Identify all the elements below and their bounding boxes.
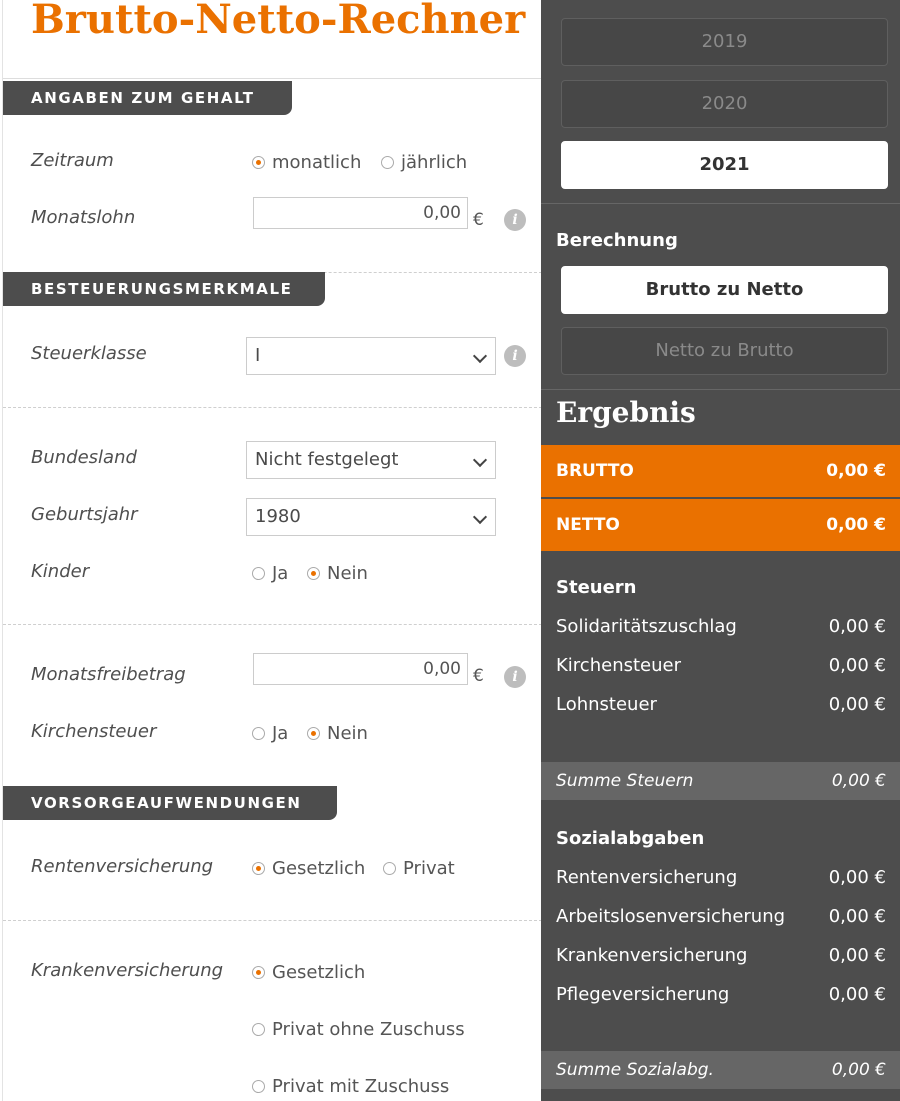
brutto-zu-netto-button[interactable]: Brutto zu Netto [561,266,888,314]
renten-option-label: Gesetzlich [272,858,366,879]
rentenversicherung-label: Rentenversicherung [31,856,214,877]
year-button-2020[interactable]: 2020 [561,80,888,128]
kirchensteuer-option-label: Ja [272,723,289,744]
steuerklasse-value: I [255,345,261,366]
kirchensteuer-radio-ja[interactable] [252,723,288,744]
zeitraum-label: Zeitraum [31,150,114,171]
divider [3,624,542,625]
steuern-row-value: 0,00 € [828,655,886,676]
summe-steuern-label: Summe Steuern [556,771,694,791]
kranken-option-label: Gesetzlich [272,962,366,983]
radio-checked-icon [252,966,265,979]
steuern-row-value: 0,00 € [828,694,886,715]
kinder-option-label: Ja [272,563,289,584]
radio-checked-icon [252,862,265,875]
monatsfreibetrag-currency: € [473,666,484,686]
year-button-2021[interactable]: 2021 [561,141,888,189]
monatslohn-label: Monatslohn [31,207,136,228]
steuern-row-label: Solidaritätszuschlag [556,616,737,637]
steuern-row-label: Kirchensteuer [556,655,681,676]
brutto-label: BRUTTO [556,461,634,481]
summe-sozial-value: 0,00 € [831,1060,886,1080]
info-icon[interactable]: i [504,345,526,367]
krankenversicherung-label: Krankenversicherung [31,960,224,981]
page-title: Brutto-Netto-Rechner [31,0,526,43]
sozial-row-value: 0,00 € [828,867,886,888]
radio-unchecked-icon [252,727,265,740]
sozialabgaben-heading: Sozialabgaben [556,828,705,849]
chevron-down-icon [473,349,487,363]
steuerklasse-label: Steuerklasse [31,343,147,364]
bundesland-select[interactable] [246,441,496,479]
netto-zu-brutto-button[interactable]: Netto zu Brutto [561,327,888,375]
zeitraum-radio-monatlich[interactable] [252,152,361,173]
renten-option-label: Privat [403,858,455,879]
bundesland-value: Nicht festgelegt [255,449,399,470]
netto-result-bar [541,499,900,551]
radio-unchecked-icon [383,862,396,875]
geburtsjahr-label: Geburtsjahr [31,504,138,525]
kinder-radio-ja[interactable] [252,563,288,584]
netto-label: NETTO [556,515,620,535]
geburtsjahr-select[interactable] [246,498,496,536]
netto-value: 0,00 € [826,515,886,535]
steuern-row-label: Lohnsteuer [556,694,657,715]
radio-unchecked-icon [252,567,265,580]
section-header-vorsorge: VORSORGEAUFWENDUNGEN [3,786,337,820]
divider [3,407,542,408]
kirchensteuer-radio-nein[interactable] [307,723,368,744]
kranken-option-label: Privat mit Zuschuss [272,1076,450,1097]
sozial-row-label: Pflegeversicherung [556,984,730,1005]
kranken-radio-privat-mit[interactable] [252,1076,449,1097]
radio-unchecked-icon [381,156,394,169]
divider [541,203,900,204]
radio-checked-icon [307,727,320,740]
section-header-besteuerung: BESTEUERUNGSMERKMALE [3,272,325,306]
renten-radio-gesetzlich[interactable] [252,858,365,879]
chevron-down-icon [473,510,487,524]
monatslohn-currency: € [473,210,484,230]
kirchensteuer-label: Kirchensteuer [31,721,157,742]
sozial-row-label: Rentenversicherung [556,867,738,888]
monatslohn-input[interactable] [253,197,468,229]
radio-checked-icon [252,156,265,169]
divider [541,389,900,390]
kinder-label: Kinder [31,561,90,582]
monatsfreibetrag-label: Monatsfreibetrag [31,664,186,685]
zeitraum-radio-jaehrlich[interactable] [381,152,467,173]
steuern-row-value: 0,00 € [828,616,886,637]
result-panel [541,0,900,1101]
info-icon[interactable]: i [504,666,526,688]
year-button-2019[interactable]: 2019 [561,18,888,66]
sozial-row-value: 0,00 € [828,945,886,966]
brutto-value: 0,00 € [826,461,886,481]
kinder-option-label: Nein [327,563,368,584]
summe-sozialabgaben-bar [541,1051,900,1089]
radio-unchecked-icon [252,1080,265,1093]
radio-unchecked-icon [252,1023,265,1036]
sozial-row-label: Krankenversicherung [556,945,748,966]
summe-steuern-bar [541,762,900,800]
ergebnis-heading: Ergebnis [556,396,696,429]
zeitraum-option-label: monatlich [272,152,362,173]
steuern-heading: Steuern [556,577,637,598]
kirchensteuer-option-label: Nein [327,723,368,744]
bundesland-label: Bundesland [31,447,137,468]
radio-checked-icon [307,567,320,580]
steuerklasse-select[interactable] [246,337,496,375]
kinder-radio-nein[interactable] [307,563,368,584]
geburtsjahr-value: 1980 [255,506,301,527]
kranken-radio-privat-ohne[interactable] [252,1019,465,1040]
section-header-gehalt: ANGABEN ZUM GEHALT [3,81,292,115]
renten-radio-privat[interactable] [383,858,455,879]
sozial-row-label: Arbeitslosenversicherung [556,906,786,927]
summe-steuern-value: 0,00 € [831,771,886,791]
info-icon[interactable]: i [504,209,526,231]
form-panel [2,0,542,1101]
divider [3,78,542,79]
chevron-down-icon [473,453,487,467]
sozial-row-value: 0,00 € [828,984,886,1005]
zeitraum-option-label: jährlich [401,152,468,173]
brutto-result-bar [541,445,900,497]
kranken-option-label: Privat ohne Zuschuss [272,1019,465,1040]
divider [3,920,542,921]
monatsfreibetrag-input[interactable] [253,653,468,685]
sozial-row-value: 0,00 € [828,906,886,927]
berechnung-heading: Berechnung [556,230,678,251]
kranken-radio-gesetzlich[interactable] [252,962,365,983]
summe-sozial-label: Summe Sozialabg. [556,1060,714,1080]
